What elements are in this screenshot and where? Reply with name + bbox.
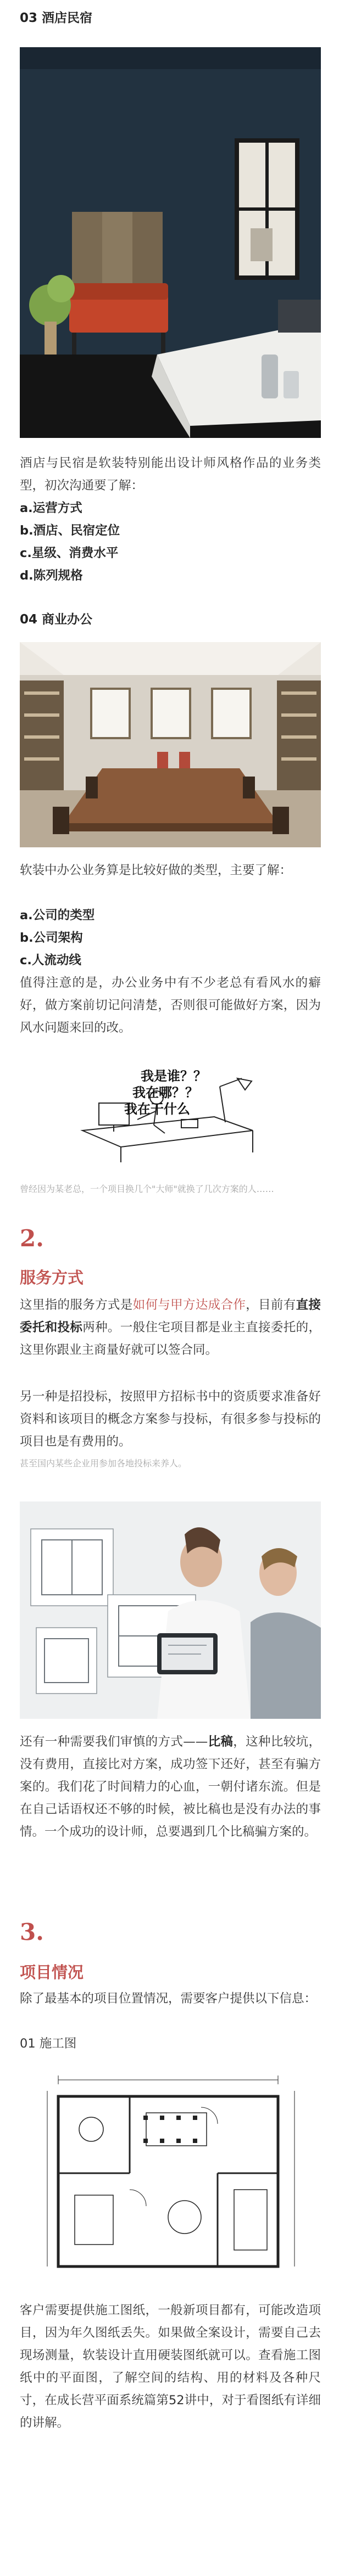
- text-span: 这里指的服务方式是: [20, 1298, 133, 1312]
- office-item: a.公司的类型: [20, 908, 95, 923]
- hotel-body: 酒店与民宿是软装特别能出设计师风格作品的业务类型，初次沟通要了解：: [20, 456, 321, 493]
- cartoon-line: 我是谁？？: [141, 1068, 207, 1084]
- service-paragraph-3: [20, 1731, 321, 1843]
- meeting-photo: [20, 1501, 321, 1719]
- text-span: 两种。一般住宅项目都是业主直接委托的，这里你跟业主商量好就可以签合同。: [20, 1320, 321, 1357]
- bold-text: 比稿: [208, 1735, 234, 1749]
- floor-plan-drawing: [20, 2063, 321, 2283]
- hotel-item: c.星级、消费水平: [20, 546, 119, 560]
- office-caption: 曾经因为某老总，一个项目换几个"大师"就换了几次方案的人……: [20, 1184, 274, 1194]
- text-span: ，这种比较坑，没有费用，直接比对方案，成功签下还好，甚至有骗方案的。我们花了时间精力的心血，一朝付诸东流。但是在自己话语权还不够的时候，被比稿也是没有办法的事情。一个成功的设计师，总要遇到几个比稿骗方案的。: [20, 1735, 321, 1839]
- cartoon-line: 我在哪？？: [132, 1085, 198, 1100]
- highlight-text: 如何与甲方达成合作: [132, 1298, 246, 1312]
- service-caption: 甚至国内某些企业用参加各地投标来养人。: [20, 1458, 187, 1469]
- project-intro: 除了最基本的项目位置情况，需要客户提供以下信息：: [20, 1992, 317, 2006]
- hotel-item: b.酒店、民宿定位: [20, 524, 120, 538]
- text-span: 还有一种需要我们审慎的方式——: [20, 1735, 208, 1749]
- hotel-item: d.陈列规格: [20, 569, 83, 583]
- cartoon-line: 我在干什么: [124, 1101, 190, 1117]
- office-item: c.人流动线: [20, 953, 81, 968]
- project-body: 客户需要提供施工图纸，一般新项目都有，可能改造项目，因为年久图纸丢失。如果做全案设计，需要自己去现场测量，软装设计直用硬装图纸就可以。查看施工图纸中的平面图，了解空间的结构、用的材料及各种尺寸，在成长营平面系统篇第52讲中，对于看图纸有详细的讲解。: [20, 2303, 321, 2430]
- section-number: 3.: [20, 1919, 44, 1945]
- hotel-heading: 03 酒店民宿: [20, 11, 93, 25]
- office-body: 软装中办公业务算是比较好做的类型，主要了解：: [20, 863, 292, 878]
- office-room-photo: [20, 642, 321, 847]
- section-title: 服务方式: [20, 1268, 84, 1287]
- hotel-list: [20, 497, 321, 587]
- project-subheading: 01 施工图: [20, 2037, 77, 2051]
- service-paragraph-2: 另一种是招投标，按照甲方招标书中的资质要求准备好资料和该项目的概念方案参与投标，有很多参与投标的项目也是有费用的。: [20, 1390, 321, 1449]
- section-number: 2.: [20, 1225, 44, 1252]
- text-span: ，目前有: [246, 1298, 296, 1312]
- hotel-item: a.运营方式: [20, 501, 82, 515]
- service-paragraph-1: [20, 1294, 321, 1362]
- section-title: 项目情况: [20, 1963, 84, 1982]
- office-list: [20, 904, 321, 972]
- bold-text: 直接委托和投标: [20, 1298, 321, 1335]
- office-heading: 04 商业办公: [20, 612, 93, 627]
- cartoon-text: [124, 1068, 207, 1117]
- office-note: 值得注意的是，办公业务中有不少老总有看风水的癖好，做方案前切记问清楚，否则很可能做好方案，因为风水问题来回的改。: [20, 976, 321, 1035]
- hotel-room-photo: [20, 47, 321, 438]
- office-item: b.公司架构: [20, 931, 83, 945]
